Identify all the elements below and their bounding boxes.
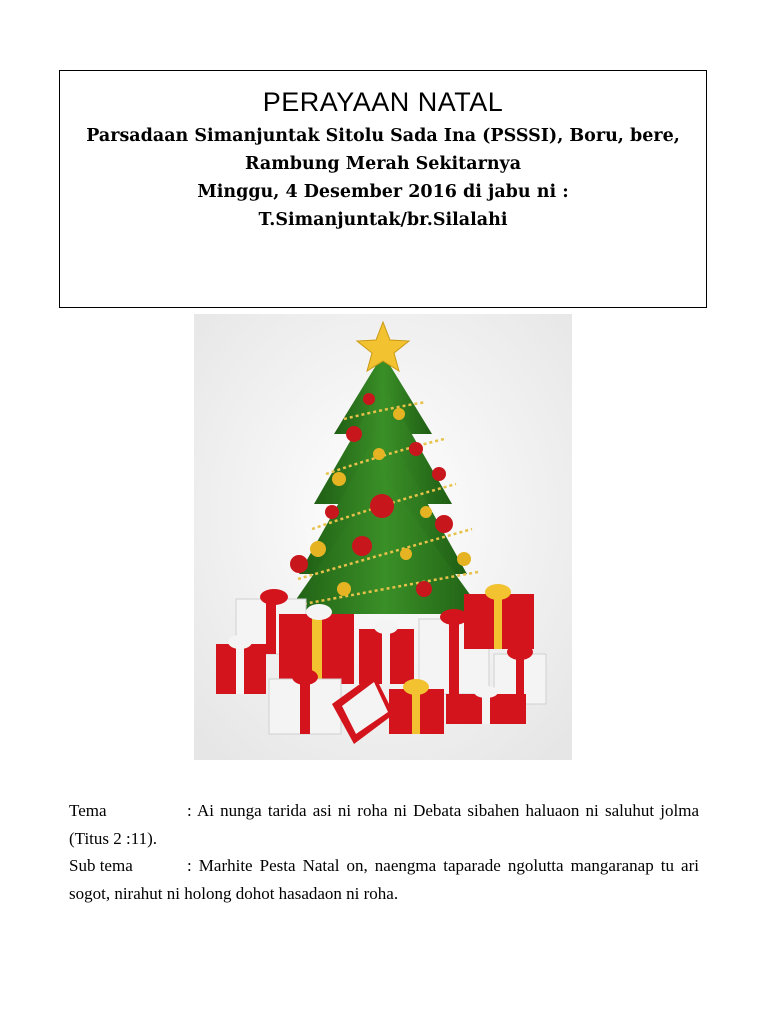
subtema-label: Sub tema (69, 856, 133, 875)
header-box (59, 70, 707, 308)
tema-paragraph (69, 797, 699, 852)
host-line: T.Simanjuntak/br.Silalahi (258, 210, 508, 230)
christmas-tree-with-gifts-icon (194, 314, 572, 760)
page-title: PERAYAAN NATAL (262, 87, 504, 117)
organization-line: Parsadaan Simanjuntak Sitolu Sada Ina (PSSSI), Boru, bere, (86, 126, 680, 146)
region-line: Rambung Merah Sekitarnya (244, 154, 522, 174)
theme-section (69, 797, 699, 907)
subtema-text: : Marhite Pesta Natal on, naengma taparade ngolutta mangaranap tu ari sogot, nirahut ni holong dohot hasadaon ni roha. (69, 856, 699, 903)
tema-label: Tema (69, 801, 107, 820)
date-location-line: Minggu, 4 Desember 2016 di jabu ni : (197, 182, 569, 202)
tema-text: : Ai nunga tarida asi ni roha ni Debata sibahen haluaon ni saluhut jolma (Titus 2 :11). (69, 801, 699, 848)
subtema-paragraph (69, 852, 699, 907)
